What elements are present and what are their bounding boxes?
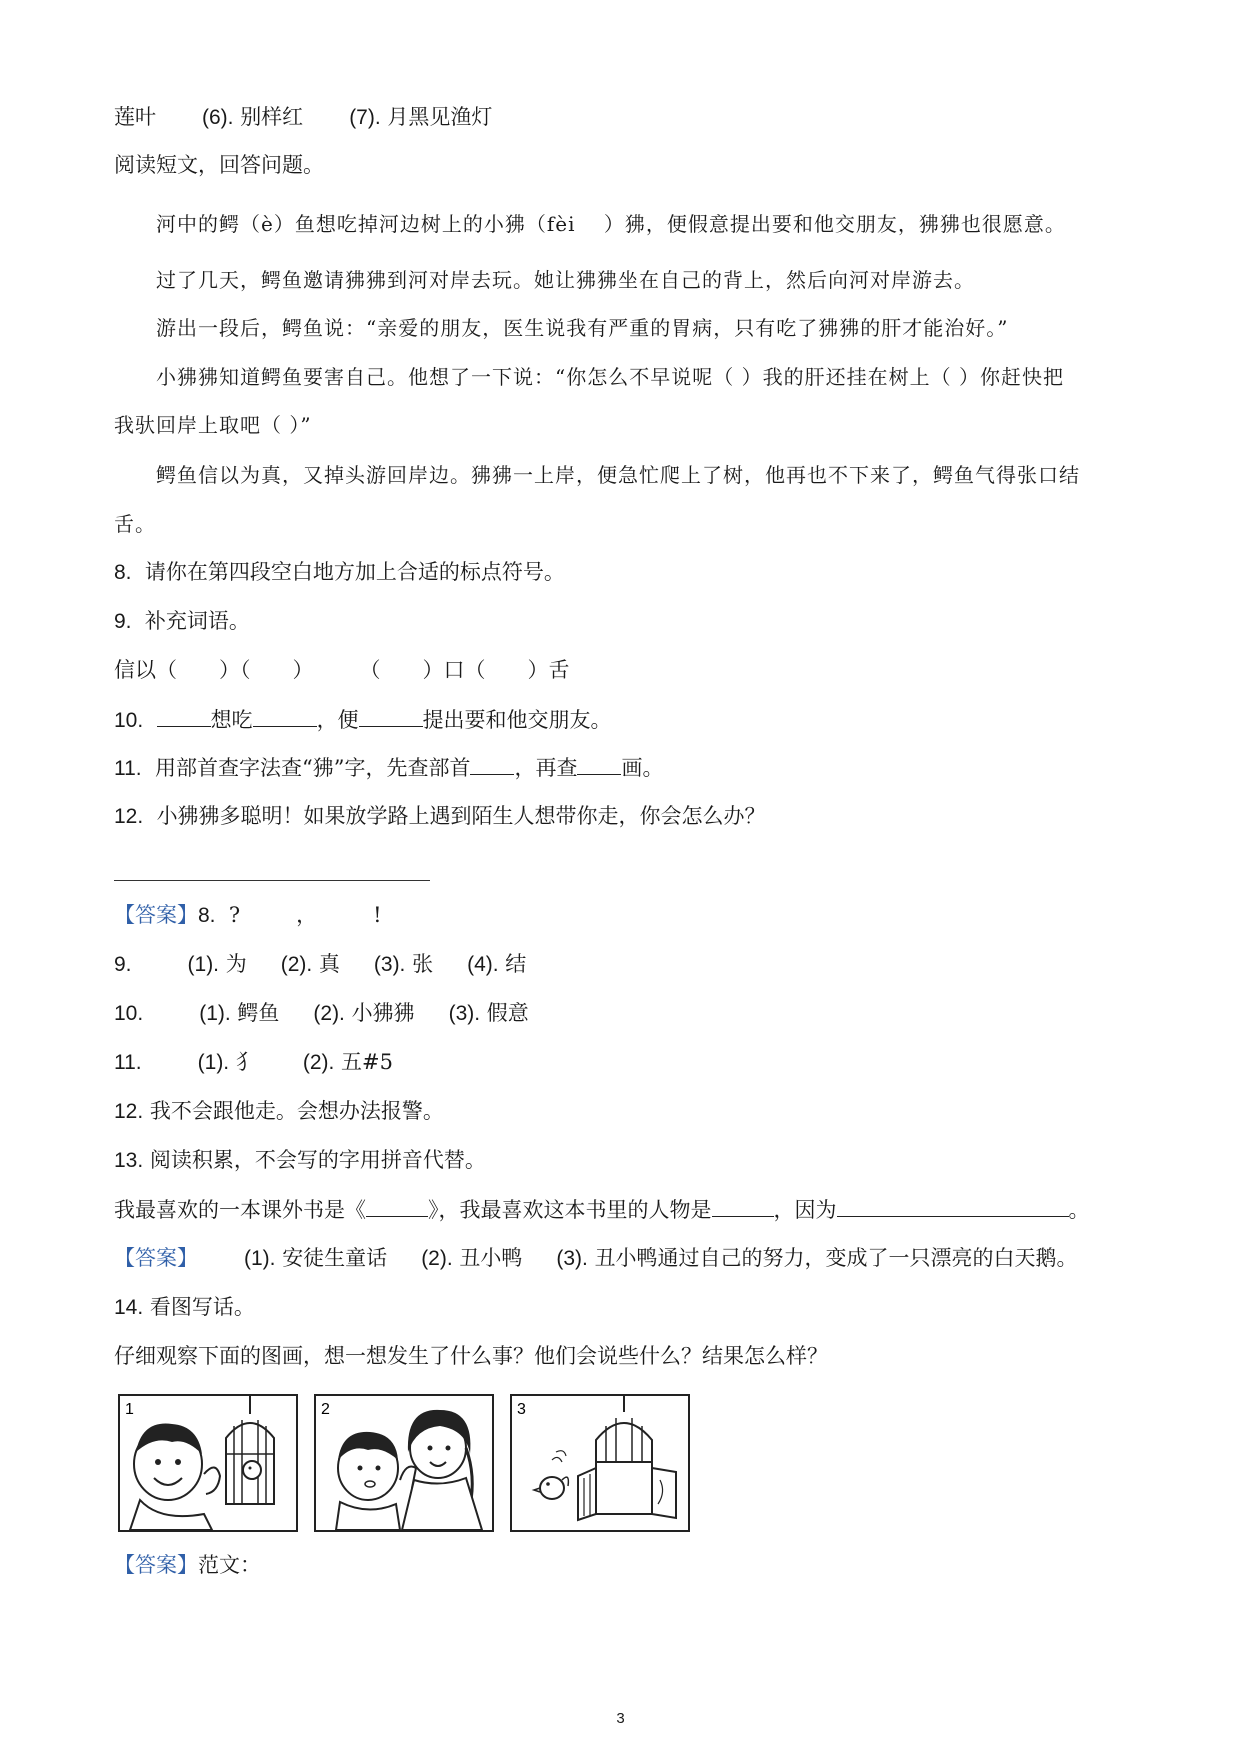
answer-text: ! bbox=[373, 903, 382, 927]
answer-text: 结 bbox=[505, 952, 527, 976]
panel-number: 2 bbox=[321, 1401, 330, 1418]
fill-blank[interactable] bbox=[712, 1194, 774, 1217]
question-text: 小狒狒多聪明！如果放学路上遇到陌生人想带你走，你会怎么办？ bbox=[156, 804, 766, 828]
answer-text: 小狒狒 bbox=[351, 1001, 415, 1025]
question-10 bbox=[114, 704, 612, 736]
answer-text: 丑小鸭 bbox=[459, 1246, 523, 1270]
page-number: 3 bbox=[616, 1710, 625, 1727]
answer-number: 11. bbox=[114, 1051, 142, 1074]
answer-text: ? bbox=[228, 903, 241, 927]
item-number: (6). bbox=[202, 106, 234, 129]
item-number: (2). bbox=[313, 1002, 345, 1025]
question-number: 11. bbox=[114, 757, 142, 780]
question-13 bbox=[114, 1145, 486, 1176]
item-number: (1). bbox=[244, 1247, 276, 1270]
answer-text: 范文： bbox=[198, 1553, 261, 1577]
item-number: (2). bbox=[421, 1247, 453, 1270]
answer-number: 12. bbox=[114, 1100, 144, 1123]
story-paragraph-5: 鳄鱼信以为真，又掉头游回岸边。狒狒一上岸，便急忙爬上了树，他再也不下来了，鳄鱼气得张口结 bbox=[156, 463, 1080, 487]
answer-text: 莲叶 bbox=[114, 105, 156, 129]
story-paragraph-4-cont: 我驮回岸上取吧（ ）” bbox=[114, 413, 312, 437]
answer-tag: 【答案】 bbox=[114, 1553, 198, 1577]
question-9 bbox=[114, 606, 250, 637]
answer-13 bbox=[114, 1243, 1078, 1274]
answer-text: ， bbox=[296, 903, 318, 927]
question-text: 请你在第四段空白地方加上合适的标点符号。 bbox=[144, 560, 565, 584]
story-paragraph-3: 游出一段后，鳄鱼说：“亲爱的朋友，医生说我有严重的胃病，只有吃了狒狒的肝才能治好。” bbox=[156, 316, 1009, 340]
question-8 bbox=[114, 557, 565, 588]
question-9-fill bbox=[114, 655, 570, 685]
answer-text: 为 bbox=[225, 952, 247, 976]
fill-blank[interactable] bbox=[577, 752, 621, 775]
item-number: (1). bbox=[197, 1051, 230, 1074]
answer-tag: 【答案】 bbox=[114, 903, 198, 927]
fill-blank[interactable] bbox=[359, 704, 423, 727]
item-number: (1). bbox=[199, 1002, 231, 1025]
question-text: ，因为 bbox=[773, 1198, 837, 1222]
item-number: (3). bbox=[373, 953, 406, 976]
panel-number: 1 bbox=[125, 1401, 134, 1418]
question-14 bbox=[114, 1292, 255, 1323]
story-paragraph-4: 小狒狒知道鳄鱼要害自己。他想了一下说：“你怎么不早说呢（ ）我的肝还挂在树上（ ）你赶快把 bbox=[156, 365, 1064, 389]
item-number: (7). bbox=[349, 106, 381, 129]
question-text: 阅读积累，不会写的字用拼音代替。 bbox=[149, 1148, 486, 1172]
question-number: 9. bbox=[114, 610, 132, 633]
answer-text: 五#5 bbox=[341, 1050, 393, 1074]
fill-word-1: 信以（ ）（ ） bbox=[114, 658, 314, 682]
answer-tag: 【答案】 bbox=[114, 1246, 198, 1270]
question-number: 10. bbox=[114, 709, 144, 732]
item-number: (2). bbox=[302, 1051, 335, 1074]
answer-text: 张 bbox=[412, 952, 434, 976]
question-number: 14. bbox=[114, 1296, 144, 1319]
answer-text: 月黑见渔灯 bbox=[387, 105, 493, 129]
answer-9 bbox=[114, 949, 526, 980]
fill-blank[interactable] bbox=[470, 752, 514, 775]
answer-text: 安徒生童话 bbox=[282, 1246, 388, 1270]
question-text: 用部首查字法查“狒”字，先查部首 bbox=[155, 756, 471, 780]
item-number: (4). bbox=[467, 953, 499, 976]
item-number: (3). bbox=[556, 1247, 588, 1270]
reading-instruction: 阅读短文，回答问题。 bbox=[114, 153, 324, 177]
question-number: 12. bbox=[114, 805, 144, 828]
answer-text: 犭 bbox=[235, 1050, 257, 1074]
answer-14 bbox=[114, 1550, 261, 1580]
question-text: 》，我最喜欢这本书里的人物是 bbox=[428, 1198, 712, 1222]
answer-number: 8. bbox=[198, 904, 216, 927]
answer-number: 10. bbox=[114, 1002, 144, 1025]
item-number: (1). bbox=[187, 953, 220, 976]
question-text: 我最喜欢的一本课外书是《 bbox=[114, 1198, 366, 1222]
picture-panel-1 bbox=[118, 1394, 298, 1532]
answer-number: 9. bbox=[114, 953, 132, 976]
story-paragraph-1: 河中的鳄（è）鱼想吃掉河边树上的小狒（fèi ）狒，便假意提出要和他交朋友，狒狒也很愿意。 bbox=[156, 212, 1066, 236]
fill-word-2: （ ）口（ ）舌 bbox=[359, 658, 570, 682]
fill-blank[interactable] bbox=[157, 704, 211, 727]
question-text: 。 bbox=[1068, 1198, 1090, 1222]
question-text: 补充词语。 bbox=[144, 609, 250, 633]
question-text: 看图写话。 bbox=[149, 1295, 255, 1319]
fill-blank[interactable] bbox=[253, 704, 317, 727]
picture-panel-3 bbox=[510, 1394, 690, 1532]
poem-answer-line bbox=[114, 102, 492, 133]
question-12 bbox=[114, 801, 766, 832]
panel-number: 3 bbox=[517, 1401, 526, 1418]
answer-text: 假意 bbox=[486, 1001, 529, 1025]
question-text: ，便 bbox=[316, 708, 359, 732]
answer-10 bbox=[114, 998, 529, 1029]
question-11 bbox=[114, 752, 663, 784]
answer-12 bbox=[114, 1096, 444, 1127]
answer-11 bbox=[114, 1047, 393, 1078]
question-text: ，再查 bbox=[514, 756, 578, 780]
item-number: (3). bbox=[448, 1002, 481, 1025]
answer-text: 别样红 bbox=[240, 105, 304, 129]
question-text: 提出要和他交朋友。 bbox=[422, 708, 612, 732]
question-13-fill bbox=[114, 1194, 1090, 1225]
question-text: 画。 bbox=[621, 756, 664, 780]
question-number: 13. bbox=[114, 1149, 144, 1172]
story-paragraph-2: 过了几天，鳄鱼邀请狒狒到河对岸去玩。她让狒狒坐在自己的背上，然后向河对岸游去。 bbox=[156, 268, 975, 292]
answer-text: 真 bbox=[318, 952, 340, 976]
item-number: (2). bbox=[280, 953, 313, 976]
answer-text: 我不会跟他走。会想办法报警。 bbox=[149, 1099, 444, 1123]
picture-panel-2 bbox=[314, 1394, 494, 1532]
question-14-prompt: 仔细观察下面的图画，想一想发生了什么事？他们会说些什么？结果怎么样？ bbox=[114, 1344, 828, 1368]
question-number: 8. bbox=[114, 561, 132, 584]
fill-blank[interactable] bbox=[366, 1194, 428, 1217]
answer-text: 丑小鸭通过自己的努力，变成了一只漂亮的白天鹅。 bbox=[594, 1246, 1078, 1270]
question-text: 想吃 bbox=[210, 708, 253, 732]
picture-strip bbox=[118, 1394, 698, 1534]
fill-blank[interactable] bbox=[837, 1194, 1069, 1217]
story-paragraph-5-cont: 舌。 bbox=[114, 512, 156, 536]
answer-line[interactable] bbox=[114, 880, 430, 881]
answer-8 bbox=[114, 900, 382, 931]
answer-text: 鳄鱼 bbox=[237, 1001, 280, 1025]
